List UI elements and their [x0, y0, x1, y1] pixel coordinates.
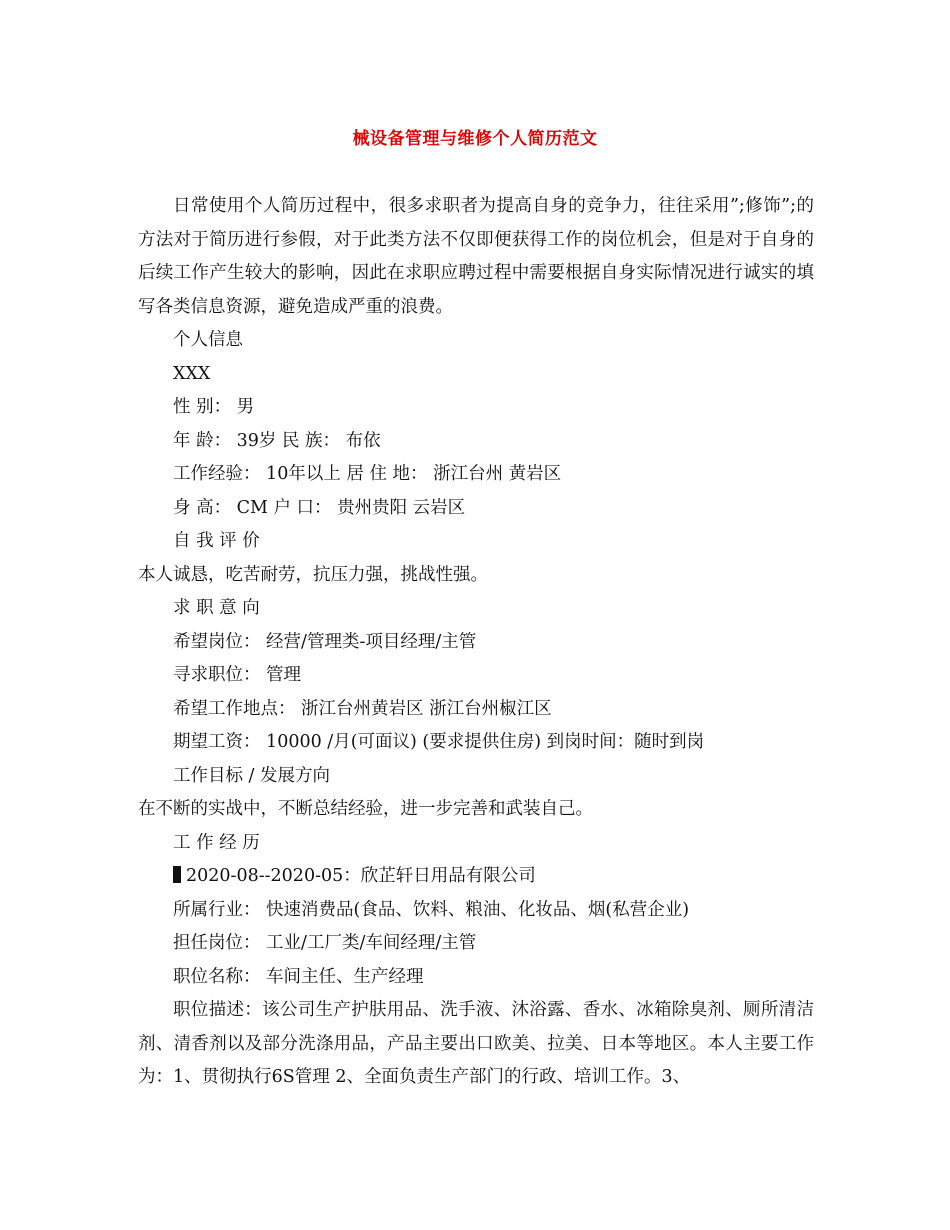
section-personal-info-heading: 个人信息	[173, 330, 243, 350]
section-self-evaluation-heading: 自 我 评 价	[173, 531, 260, 551]
age-ethnicity-line: 年 龄： 39岁 民 族： 布依	[173, 430, 381, 451]
self-evaluation-text: 本人诚恳，吃苦耐劳，抗压力强，挑战性强。	[138, 564, 488, 585]
intro-paragraph: 日常使用个人简历过程中，很多求职者为提高自身的竞争力，往往采用”;修饰”;的方法对于简历进行参假，对于此类方法不仅即便获得工作的岗位机会，但是对于自身的后续工作产生较大的影响，因此在求职应聘过程中需要根据自身实际情况进行诚实的填写各类信息资源，避免造成严重的浪费。	[138, 196, 814, 317]
job-industry-line: 所属行业： 快速消费品(食品、饮料、粮油、化妆品、烟(私营企业)	[173, 899, 690, 920]
document-body	[138, 190, 814, 1095]
sought-position-line: 寻求职位： 管理	[173, 665, 302, 685]
document-title: 械设备管理与维修个人简历范文	[352, 129, 598, 149]
gender-line: 性 别： 男	[173, 397, 255, 417]
job-entry-header	[138, 860, 814, 894]
desired-position-line: 希望岗位： 经营/管理类-项目经理/主管	[173, 631, 477, 652]
career-goal-text: 在不断的实战中，不断总结经验，进一步完善和武装自己。	[138, 799, 593, 819]
block-bullet-icon	[173, 866, 181, 883]
job-role-line: 担任岗位： 工业/工厂类/车间经理/主管	[173, 933, 477, 953]
job-title-line: 职位名称： 车间主任、生产经理	[173, 966, 424, 987]
experience-residence-line: 工作经验： 10年以上 居 住 地： 浙江台州 黄岩区	[173, 464, 562, 484]
expected-salary-line: 期望工资： 10000 /月(可面议) (要求提供住房) 到岗时间：随时到岗	[173, 732, 705, 752]
desired-location-line: 希望工作地点： 浙江台州黄岩区 浙江台州椒江区	[173, 698, 552, 719]
job-entry-title: 2020-08--2020-05：欣芷轩日用品有限公司	[186, 866, 536, 886]
height-hukou-line: 身 高： CM 户 口： 贵州贵阳 云岩区	[173, 497, 466, 518]
section-work-experience-heading: 工 作 经 历	[173, 832, 260, 853]
person-name: XXX	[173, 363, 211, 384]
job-description-paragraph: 职位描述：该公司生产护肤用品、洗手液、沐浴露、香水、冰箱除臭剂、厕所清洁剂、清香剂以及部分洗涤用品，产品主要出口欧美、拉美、日本等地区。本人主要工作为：1、贯彻执行6S管理 2、全面负责生产部门的行政、培训工作。3、	[138, 1000, 814, 1087]
section-job-intention-heading: 求 职 意 向	[173, 598, 260, 618]
section-career-goal-heading: 工作目标 / 发展方向	[173, 765, 331, 786]
